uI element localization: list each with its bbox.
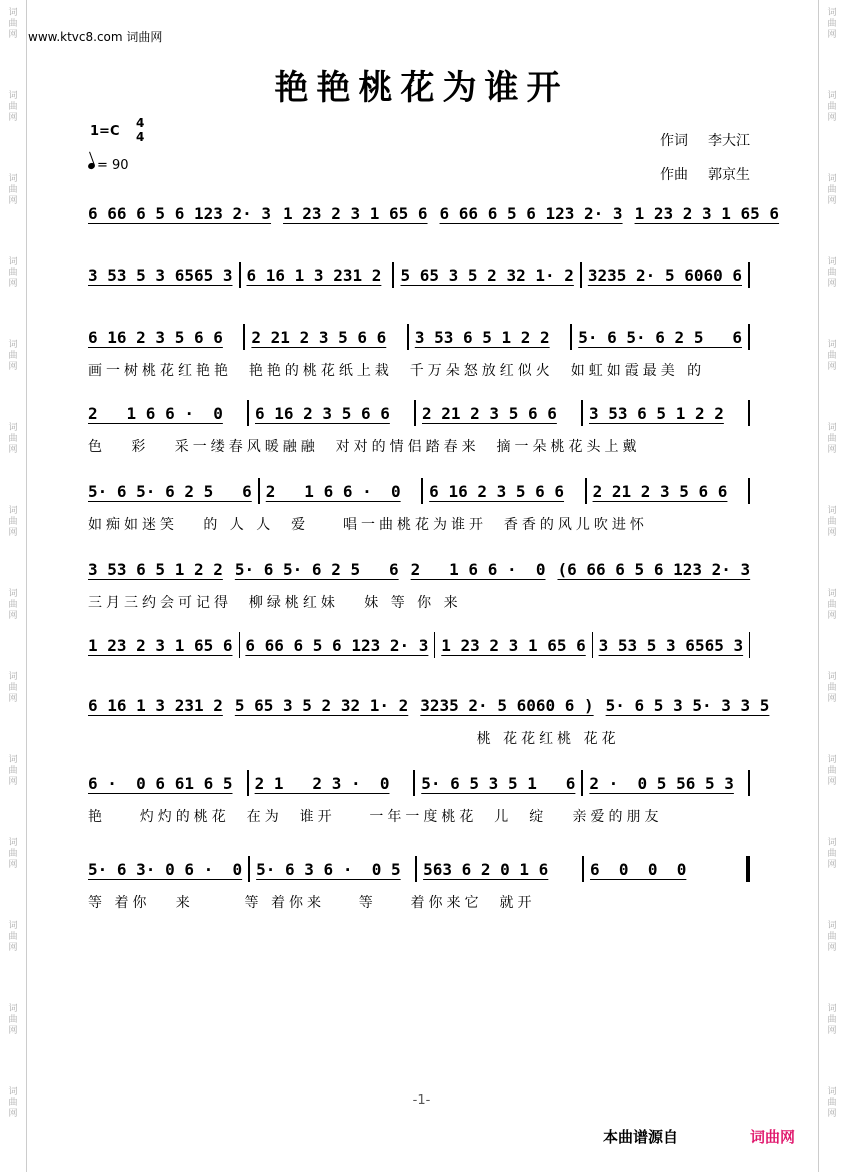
measure-group: 2 1 6 6 · 0 xyxy=(265,481,401,501)
lyricist-name: 李大江 xyxy=(708,133,750,149)
watermark-text: 词曲网 xyxy=(8,672,18,704)
measure-group: 2 · 0 5 56 5 3 xyxy=(589,773,734,793)
barline xyxy=(414,400,416,426)
watermark-text: 词曲网 xyxy=(8,589,18,621)
barline xyxy=(247,400,249,426)
notation-line xyxy=(88,400,756,426)
site-url[interactable]: www.ktvc8.com 词曲网 xyxy=(28,30,163,44)
measure-group: 2 1 2 3 · 0 xyxy=(254,773,390,793)
watermark-text: 词曲网 xyxy=(827,91,837,123)
measure-group: (6 66 6 5 6 123 2· 3 xyxy=(557,559,751,579)
barline xyxy=(749,632,750,658)
barline xyxy=(407,324,409,350)
watermark-text: 词曲网 xyxy=(827,1087,837,1119)
barline xyxy=(247,770,249,796)
watermark-text: 词曲网 xyxy=(827,8,837,40)
lyric-line: 艳 灼灼的桃花 在为 谁开 一年一度桃花 儿 绽 亲爱的朋友 xyxy=(88,809,663,825)
measure-group: 1 23 2 3 1 65 6 xyxy=(441,635,586,655)
right-watermark-strip xyxy=(818,0,844,1172)
measure-group: 3 53 6 5 1 2 2 xyxy=(414,327,550,347)
barline xyxy=(592,632,593,658)
barline xyxy=(748,262,750,288)
barline xyxy=(248,856,250,882)
notation-line xyxy=(88,856,756,882)
barline xyxy=(570,324,572,350)
measure-group: 5· 6 3· 0 6 · 0 xyxy=(88,859,243,879)
barline xyxy=(748,478,750,504)
source-label: 本曲谱源自 xyxy=(603,1128,679,1146)
left-watermark-strip xyxy=(0,0,27,1172)
watermark-text: 词曲网 xyxy=(8,91,18,123)
measure-group: 6 16 2 3 5 6 6 xyxy=(255,403,390,423)
measure-group: 5· 6 5· 6 2 5 6 xyxy=(578,327,742,347)
measure-group: 6 16 2 3 5 6 6 xyxy=(88,327,223,347)
watermark-text: 词曲网 xyxy=(827,340,837,372)
measure-group: 2 21 2 3 5 6 6 xyxy=(592,481,728,501)
lyric-line: 等 着你 来 等 着你来 等 着你来它 就开 xyxy=(88,895,536,911)
measure-group: 5· 6 5 3 5 1 6 xyxy=(421,773,576,793)
watermark-text: 词曲网 xyxy=(827,755,837,787)
notation-line xyxy=(88,692,770,718)
watermark-text: 词曲网 xyxy=(827,838,837,870)
quarter-note-icon xyxy=(87,162,96,170)
watermark-text: 词曲网 xyxy=(827,589,837,621)
watermark-text: 词曲网 xyxy=(827,1004,837,1036)
watermark-text: 词曲网 xyxy=(827,423,837,455)
barline xyxy=(580,262,582,288)
key-signature: 1=C xyxy=(90,124,120,139)
measure-group: 3 53 5 3 6565 3 xyxy=(88,265,233,285)
barline xyxy=(392,262,394,288)
watermark-text: 词曲网 xyxy=(827,506,837,538)
measure-group: 1 23 2 3 1 65 6 xyxy=(88,635,233,655)
notation-line xyxy=(88,556,756,582)
measure-group: 6 66 6 5 6 123 2· 3 xyxy=(439,203,623,223)
measure-group: 6 16 1 3 231 2 xyxy=(88,695,223,715)
measure-group: 6 16 2 3 5 6 6 xyxy=(429,481,565,501)
measure-group: 563 6 2 0 1 6 xyxy=(423,859,549,879)
measure-group: 6 0 0 0 xyxy=(590,859,687,879)
measure-group: 2 21 2 3 5 6 6 xyxy=(422,403,557,423)
barline xyxy=(413,770,415,796)
lyric-line: 如痴如迷笑 的 人 人 爱 唱一曲桃花为谁开 香香的风儿吹进怀 xyxy=(88,517,648,533)
barline xyxy=(421,478,423,504)
barline xyxy=(434,632,435,658)
watermark-text: 词曲网 xyxy=(8,174,18,206)
measure-group: 5· 6 5· 6 2 5 6 xyxy=(88,481,252,501)
lyricist-label: 作词 xyxy=(660,133,688,149)
song-title: 艳艳桃花为谁开 xyxy=(274,68,569,108)
barline xyxy=(582,856,584,882)
barline xyxy=(748,324,750,350)
notation-line xyxy=(88,200,780,226)
barline xyxy=(581,400,583,426)
watermark-text: 词曲网 xyxy=(8,8,18,40)
composer-line xyxy=(660,158,770,192)
tempo-mark xyxy=(88,158,129,173)
measure-group: 5· 6 5 3 5· 3 3 5 xyxy=(605,695,770,715)
notation-line xyxy=(88,262,756,288)
measure-group: 5· 6 5· 6 2 5 6 xyxy=(234,559,399,579)
credits xyxy=(660,124,770,192)
measure-group: 3 53 5 3 6565 3 xyxy=(598,635,744,655)
barline xyxy=(581,770,583,796)
tempo-value: = 90 xyxy=(97,158,129,173)
watermark-text: 词曲网 xyxy=(827,672,837,704)
notation-line xyxy=(88,770,756,796)
barline xyxy=(746,856,750,882)
measure-group: 2 1 6 6 · 0 xyxy=(88,403,223,423)
measure-group: 6 66 6 5 6 123 2· 3 xyxy=(245,635,429,655)
barline xyxy=(239,632,240,658)
source-site-link[interactable]: 词曲网 xyxy=(750,1128,796,1146)
measure-group: 2 21 2 3 5 6 6 xyxy=(251,327,387,347)
notation-line xyxy=(88,632,756,658)
watermark-text: 词曲网 xyxy=(8,340,18,372)
watermark-text: 词曲网 xyxy=(8,423,18,455)
composer-label: 作曲 xyxy=(660,167,688,183)
measure-group: 3235 2· 5 6060 6 ) xyxy=(420,695,594,715)
lyric-line: 画一树桃花红艳艳 艳艳的桃花纸上栽 千万朵怒放红似火 如虹如霞最美 的 xyxy=(88,363,706,379)
barline xyxy=(748,400,750,426)
barline xyxy=(748,770,750,796)
lyric-line: 色 彩 采一缕春风暖融融 对对的情侣踏春来 摘一朵桃花头上戴 xyxy=(88,439,641,455)
watermark-text: 词曲网 xyxy=(8,257,18,289)
measure-group: 1 23 2 3 1 65 6 xyxy=(283,203,428,223)
lyricist-line xyxy=(660,124,770,158)
time-sig-bottom: 4 xyxy=(136,130,145,144)
measure-group: 6 66 6 5 6 123 2· 3 xyxy=(88,203,272,223)
lyric-line: 桃 花花红桃 花花 xyxy=(88,731,620,747)
watermark-text: 词曲网 xyxy=(8,1087,18,1119)
page-number: -1- xyxy=(412,1093,431,1108)
measure-group: 6 · 0 6 61 6 5 xyxy=(88,773,233,793)
barline xyxy=(415,856,417,882)
barline xyxy=(258,478,260,504)
watermark-text: 词曲网 xyxy=(8,1004,18,1036)
watermark-text: 词曲网 xyxy=(8,921,18,953)
barline xyxy=(239,262,241,288)
notation-line xyxy=(88,478,756,504)
time-sig-top: 4 xyxy=(136,116,145,130)
notation-line xyxy=(88,324,756,350)
measure-group: 5· 6 3 6 · 0 5 xyxy=(256,859,401,879)
watermark-text: 词曲网 xyxy=(8,838,18,870)
watermark-text: 词曲网 xyxy=(827,174,837,206)
composer-name: 郭京生 xyxy=(708,167,750,183)
measure-group: 3 53 6 5 1 2 2 xyxy=(589,403,724,423)
measure-group: 3 53 6 5 1 2 2 xyxy=(88,559,223,579)
watermark-text: 词曲网 xyxy=(827,257,837,289)
barline xyxy=(243,324,245,350)
measure-group: 3235 2· 5 6060 6 xyxy=(587,265,742,285)
time-signature xyxy=(136,116,144,144)
measure-group: 5 65 3 5 2 32 1· 2 xyxy=(400,265,574,285)
measure-group: 2 1 6 6 · 0 xyxy=(410,559,546,579)
measure-group: 1 23 2 3 1 65 6 xyxy=(634,203,780,223)
watermark-text: 词曲网 xyxy=(8,755,18,787)
barline xyxy=(585,478,587,504)
measure-group: 5 65 3 5 2 32 1· 2 xyxy=(234,695,409,715)
lyric-line: 三月三约会可记得 柳绿桃红妹 妹 等 你 来 xyxy=(88,595,462,611)
measure-group: 6 16 1 3 231 2 xyxy=(246,265,382,285)
watermark-text: 词曲网 xyxy=(827,921,837,953)
watermark-text: 词曲网 xyxy=(8,506,18,538)
